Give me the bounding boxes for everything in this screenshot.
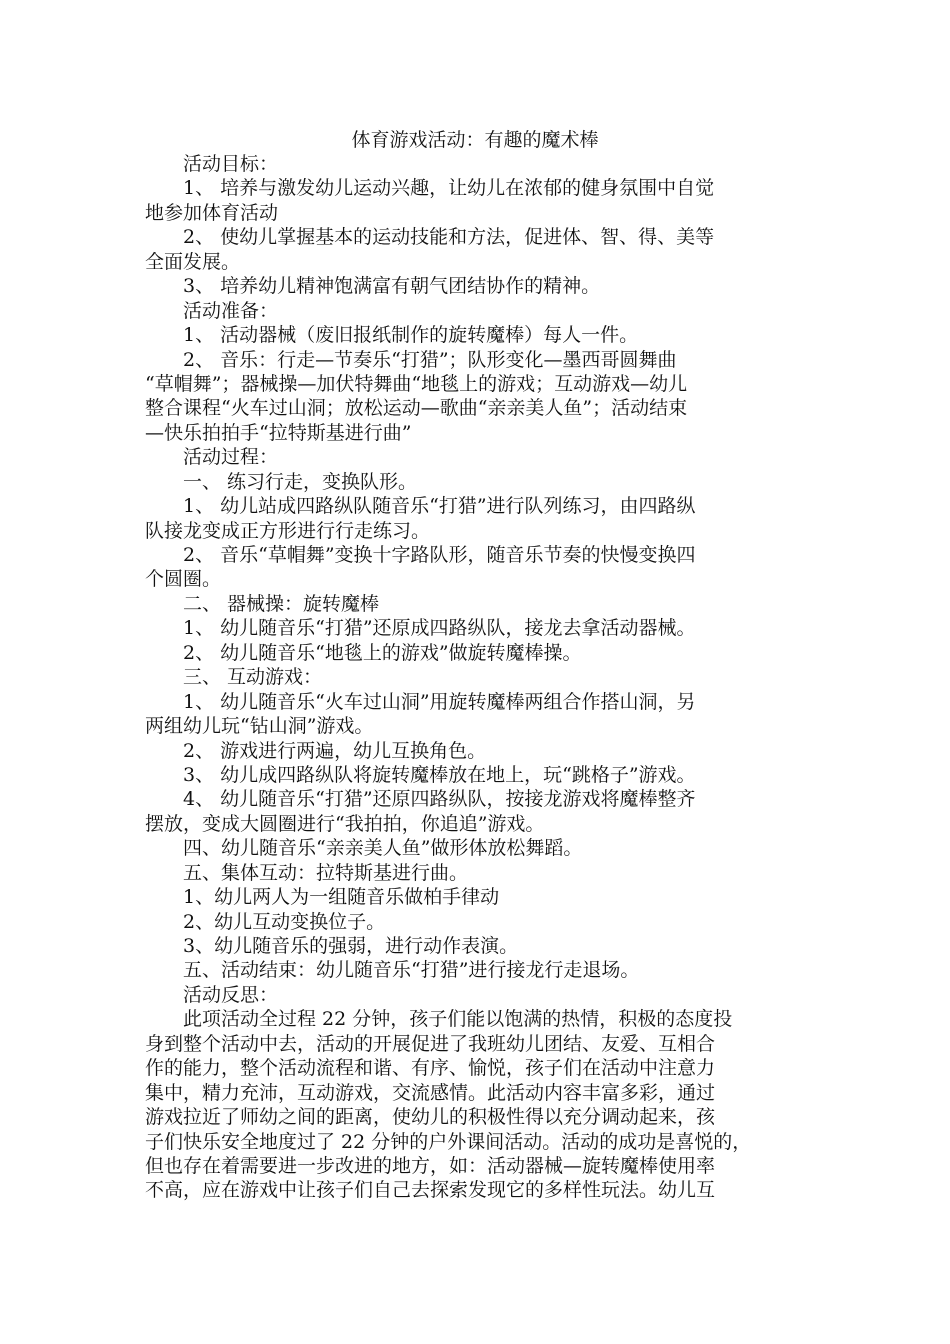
text-line: 1、 培养与激发幼儿运动兴趣，让幼儿在浓郁的健身氛围中自觉 [183,177,715,200]
text-line: 身到整个活动中去，活动的开展促进了我班幼儿团结、友爱、互相合 [145,1032,716,1055]
text-line: 一、 练习行走，变换队形。 [183,470,418,493]
text-line: 三、 互动游戏： [183,666,323,689]
document-body [145,152,805,1203]
text-line: 个圆圈。 [145,568,222,591]
text-line: 全面发展。 [145,250,241,273]
text-line: 四、幼儿随音乐“亲亲美人鱼”做形体放松舞蹈。 [183,837,583,860]
text-line: 活动反思： [183,983,279,1006]
text-line: 1、 幼儿随音乐“火车过山洞”用旋转魔棒两组合作搭山洞，另 [183,690,696,713]
text-line: 1、 活动器械（废旧报纸制作的旋转魔棒）每人一件。 [183,324,639,347]
text-line: 五、活动结束：幼儿随音乐“打猎”进行接龙行走退场。 [183,959,640,982]
text-line: 二、 器械操：旋转魔棒 [183,592,380,615]
text-line: 2、 音乐：行走—节奏乐“打猎”；队形变化—墨西哥圆舞曲 [183,348,677,371]
text-line: 2、 幼儿随音乐“地毯上的游戏”做旋转魔棒操。 [183,641,582,664]
text-line: 1、 幼儿随音乐“打猎”还原成四路纵队，接龙去拿活动器械。 [183,617,696,640]
text-line: 地参加体育活动 [145,201,279,224]
text-line: —快乐拍拍手“拉特斯基进行曲” [145,421,412,444]
text-line: 两组幼儿玩“钻山洞”游戏。 [145,715,374,738]
text-line: 3、幼儿随音乐的强弱，进行动作表演。 [183,935,519,957]
text-line: 整合课程“火车过山洞；放松运动—歌曲“亲亲美人鱼”；活动结束 [145,397,688,420]
text-line: 3、 培养幼儿精神饱满富有朝气团结协作的精神。 [183,275,601,298]
text-line: 2、 游戏进行两遍，幼儿互换角色。 [183,739,487,762]
text-line: 摆放，变成大圆圈进行“我拍拍，你追追”游戏。 [145,812,545,835]
text-line: 1、幼儿两人为一组随音乐做柏手律动 [183,886,500,909]
text-line: 4、 幼儿随音乐“打猎”还原四路纵队，按接龙游戏将魔棒整齐 [183,788,696,811]
text-line: 活动目标： [183,153,279,175]
text-line: 2、幼儿互动变换位子。 [183,910,386,933]
text-line: 1、 幼儿站成四路纵队随音乐“打猎”进行队列练习，由四路纵 [183,495,696,518]
text-line: 游戏拉近了师幼之间的距离，使幼儿的积极性得以充分调动起来，孩 [145,1106,716,1129]
text-line: “草帽舞”；器械操—加伏特舞曲“地毯上的游戏；互动游戏—幼儿 [145,372,688,395]
text-line: 集中，精力充沛，互动游戏，交流感情。此活动内容丰富多彩，通过 [145,1081,716,1104]
text-line: 作的能力，整个活动流程和谐、有序、愉悦，孩子们在活动中注意力 [145,1057,716,1080]
text-line: 队接龙变成正方形进行行走练习。 [145,519,431,542]
text-line: 不高，应在游戏中让孩子们自己去探索发现它的多样性玩法。幼儿互 [145,1179,716,1202]
document-title: 体育游戏活动：有趣的魔术棒 [351,129,599,151]
text-line: 3、 幼儿成四路纵队将旋转魔棒放在地上，玩“跳格子”游戏。 [183,763,696,786]
text-line: 此项活动全过程 22 分钟，孩子们能以饱满的热情，积极的态度投 [183,1008,733,1031]
text-line: 子们快乐安全地度过了 22 分钟的户外课间活动。活动的成功是喜悦的， [145,1130,752,1153]
text-line: 五、集体互动：拉特斯基进行曲。 [183,861,469,884]
text-line: 2、 使幼儿掌握基本的运动技能和方法，促进体、智、得、美等 [183,226,715,249]
text-line: 2、 音乐“草帽舞”变换十字路队形，随音乐节奏的快慢变换四 [183,544,696,566]
text-line: 但也存在着需要进一步改进的地方，如：活动器械—旋转魔棒使用率 [145,1154,716,1177]
text-line: 活动准备： [183,299,279,322]
text-line: 活动过程： [183,446,279,469]
